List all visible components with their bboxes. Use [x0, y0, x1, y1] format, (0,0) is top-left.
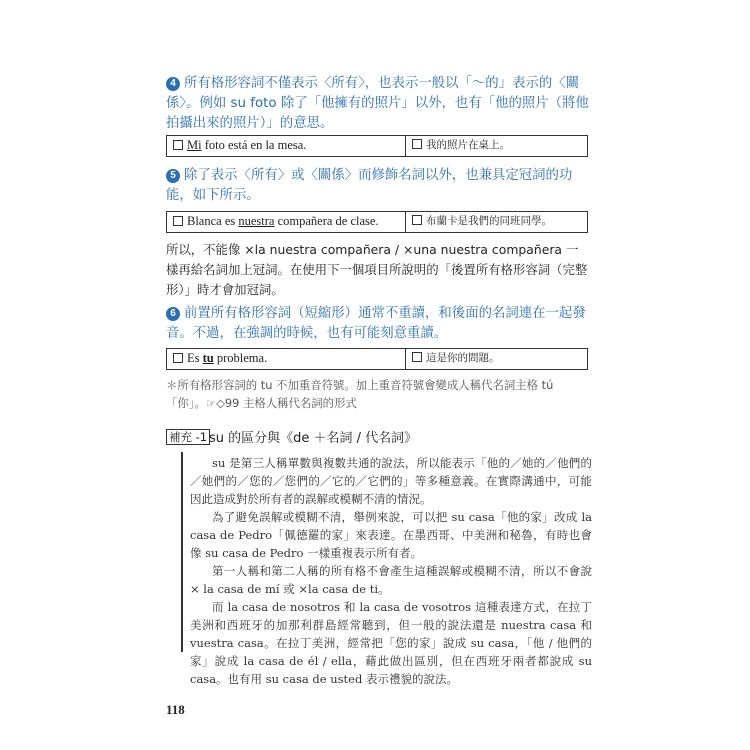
underlined-word: tu	[202, 351, 214, 365]
supplement-body	[190, 454, 592, 688]
checkbox-icon	[173, 216, 183, 226]
example-row-3	[166, 348, 588, 370]
example-spanish: Mi foto está en la mesa.	[167, 136, 406, 156]
example-translation: 這是你的問題。	[406, 349, 587, 369]
underlined-word: Mi	[187, 138, 202, 152]
item-5	[166, 166, 590, 206]
paragraph-1: 所以，不能像 ×la nuestra compañera / ×una nuestra compañera 一樣再給名詞加上冠詞。在使用下一個項目所說明的「後置所有格形容詞（完整形）」時才會加冠詞。	[166, 242, 588, 297]
checkbox-icon	[412, 352, 422, 362]
example-row-2	[166, 211, 588, 233]
checkbox-icon	[412, 139, 422, 149]
item-6-text: 前置所有格形容詞（短縮形）通常不重讀，和後面的名詞連在一起發音。不過，在強調的時候，也有可能刻意重讀。	[166, 306, 586, 341]
supplement-tag: 補充 -1	[166, 429, 210, 445]
supplement-title: su 的區分與《de ＋名詞 / 代名詞》	[209, 431, 418, 446]
item-4-text: 所有格形容詞不僅表示〈所有〉，也表示一般以「〜的」表示的〈關係〉。例如 su foto 除了「他擁有的照片」以外，也有「他的照片（將他拍攝出來的照片）」的意思。	[166, 76, 589, 131]
checkbox-icon	[412, 215, 422, 225]
supplement-paragraph: 而 la casa de nosotros 和 la casa de vosotros 這種表達方式，在拉丁美洲和西班牙的加那利群島經常聽到，但一般的說法還是 nuestra casa 和 vuestra casa。在拉丁美洲，經常把「您的家」說成 su casa，「他 / 他們的家」說成 la casa de él / ella，藉此做出區別，但在西班牙兩者都說成 su casa。也有用 su casa de usted 表示禮貌的說法。	[190, 600, 592, 686]
page-number: 118	[166, 702, 185, 717]
underlined-word: nuestra	[238, 214, 275, 228]
example-row-1	[166, 135, 588, 157]
supplement-paragraph: 為了避免誤解或模糊不清，舉例來說，可以把 su casa「他的家」改成 la casa de Pedro「佩德羅的家」來表達。在墨西哥、中美洲和秘魯，有時也會像 su casa de Pedro 一樣重複表示所有者。	[190, 510, 592, 560]
item-number-badge: 6	[166, 307, 180, 321]
item-5-text: 除了表示〈所有〉或〈關係〉而修飾名詞以外，也兼具定冠詞的功能，如下所示。	[166, 168, 573, 203]
item-6	[166, 304, 590, 344]
item-number-badge: 4	[166, 77, 180, 91]
checkbox-icon	[173, 353, 183, 363]
item-4	[166, 74, 590, 134]
example-translation: 布蘭卡是我們的同班同學。	[406, 212, 587, 232]
example-translation: 我的照片在桌上。	[406, 136, 587, 156]
item-number-badge: 5	[166, 169, 180, 183]
checkbox-icon	[173, 140, 183, 150]
supplement-paragraph: su 是第三人稱單數與複數共通的說法，所以能表示「他的／她的／他們的／她們的／您的／您們的／它的／它們的」等多種意義。在實際溝通中，可能因此造成對於所有者的誤解或模糊不清的情況。	[190, 456, 592, 506]
supplement-paragraph: 第一人稱和第二人稱的所有格不會產生這種誤解或模糊不清，所以不會說 × la casa de mí 或 ×la casa de ti。	[190, 564, 592, 596]
example-spanish: Blanca es nuestra compañera de clase.	[167, 212, 406, 232]
footnote: ＊所有格形容詞的 tu 不加重音符號。加上重音符號會變成人稱代名詞主格 tú「你」。☞◇99 主格人稱代名詞的形式	[166, 378, 554, 410]
example-spanish: Es tu problema.	[167, 349, 406, 369]
